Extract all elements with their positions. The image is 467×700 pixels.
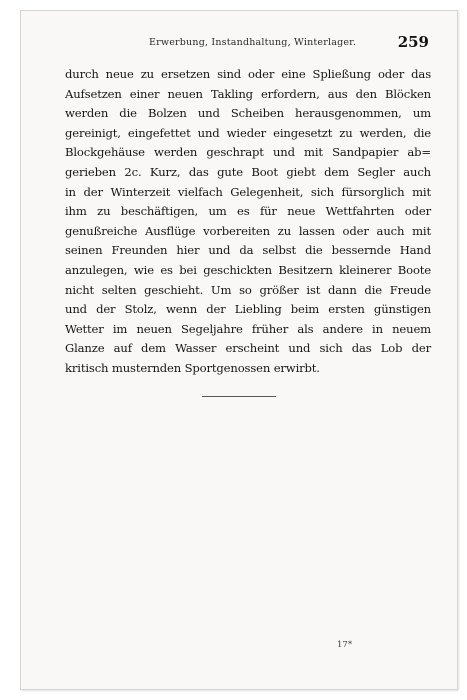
text-line: nicht selten geschieht. Um so größer ist dann die Freude bbox=[65, 282, 431, 297]
text-line: anzulegen, wie es bei geschickten Besitzern kleinerer Boote bbox=[65, 262, 431, 277]
printer-signature: 17* bbox=[337, 640, 353, 650]
text-line: Aufsetzen einer neuen Takling erfordern, aus den Blöcken bbox=[65, 86, 431, 101]
text-line: werden die Bolzen und Scheiben herausgenommen, um bbox=[65, 106, 431, 121]
book-page bbox=[20, 10, 458, 690]
section-divider bbox=[202, 396, 276, 397]
text-line: seinen Freunden hier und da selbst die bessernde Hand bbox=[65, 243, 431, 258]
page-number: 259 bbox=[397, 33, 429, 51]
text-line: gerieben 2c. Kurz, das gute Boot giebt dem Segler auch bbox=[65, 164, 431, 179]
running-title: Erwerbung, Instandhaltung, Winterlager. bbox=[149, 37, 357, 48]
page-header bbox=[65, 33, 429, 53]
text-line: genußreiche Ausflüge vorbereiten zu lassen oder auch mit bbox=[65, 223, 431, 238]
body-paragraph bbox=[65, 65, 431, 379]
text-line: Blockgehäuse werden geschrapt und mit Sandpapier ab= bbox=[65, 145, 431, 160]
text-line: kritisch musternden Sportgenossen erwirbt. bbox=[65, 360, 320, 375]
text-line: durch neue zu ersetzen sind oder eine Spließung oder das bbox=[65, 67, 431, 81]
text-line: ihm zu beschäftigen, um es für neue Wettfahrten oder bbox=[65, 204, 431, 219]
text-line: Wetter im neuen Segeljahre früher als andere in neuem bbox=[65, 321, 431, 336]
text-line: und der Stolz, wenn der Liebling beim ersten günstigen bbox=[65, 302, 431, 317]
text-line: in der Winterzeit vielfach Gelegenheit, sich fürsorglich mit bbox=[65, 184, 431, 199]
text-line: Glanze auf dem Wasser erscheint und sich das Lob der bbox=[65, 341, 431, 356]
text-line: gereinigt, eingefettet und wieder eingesetzt zu werden, die bbox=[65, 125, 431, 140]
